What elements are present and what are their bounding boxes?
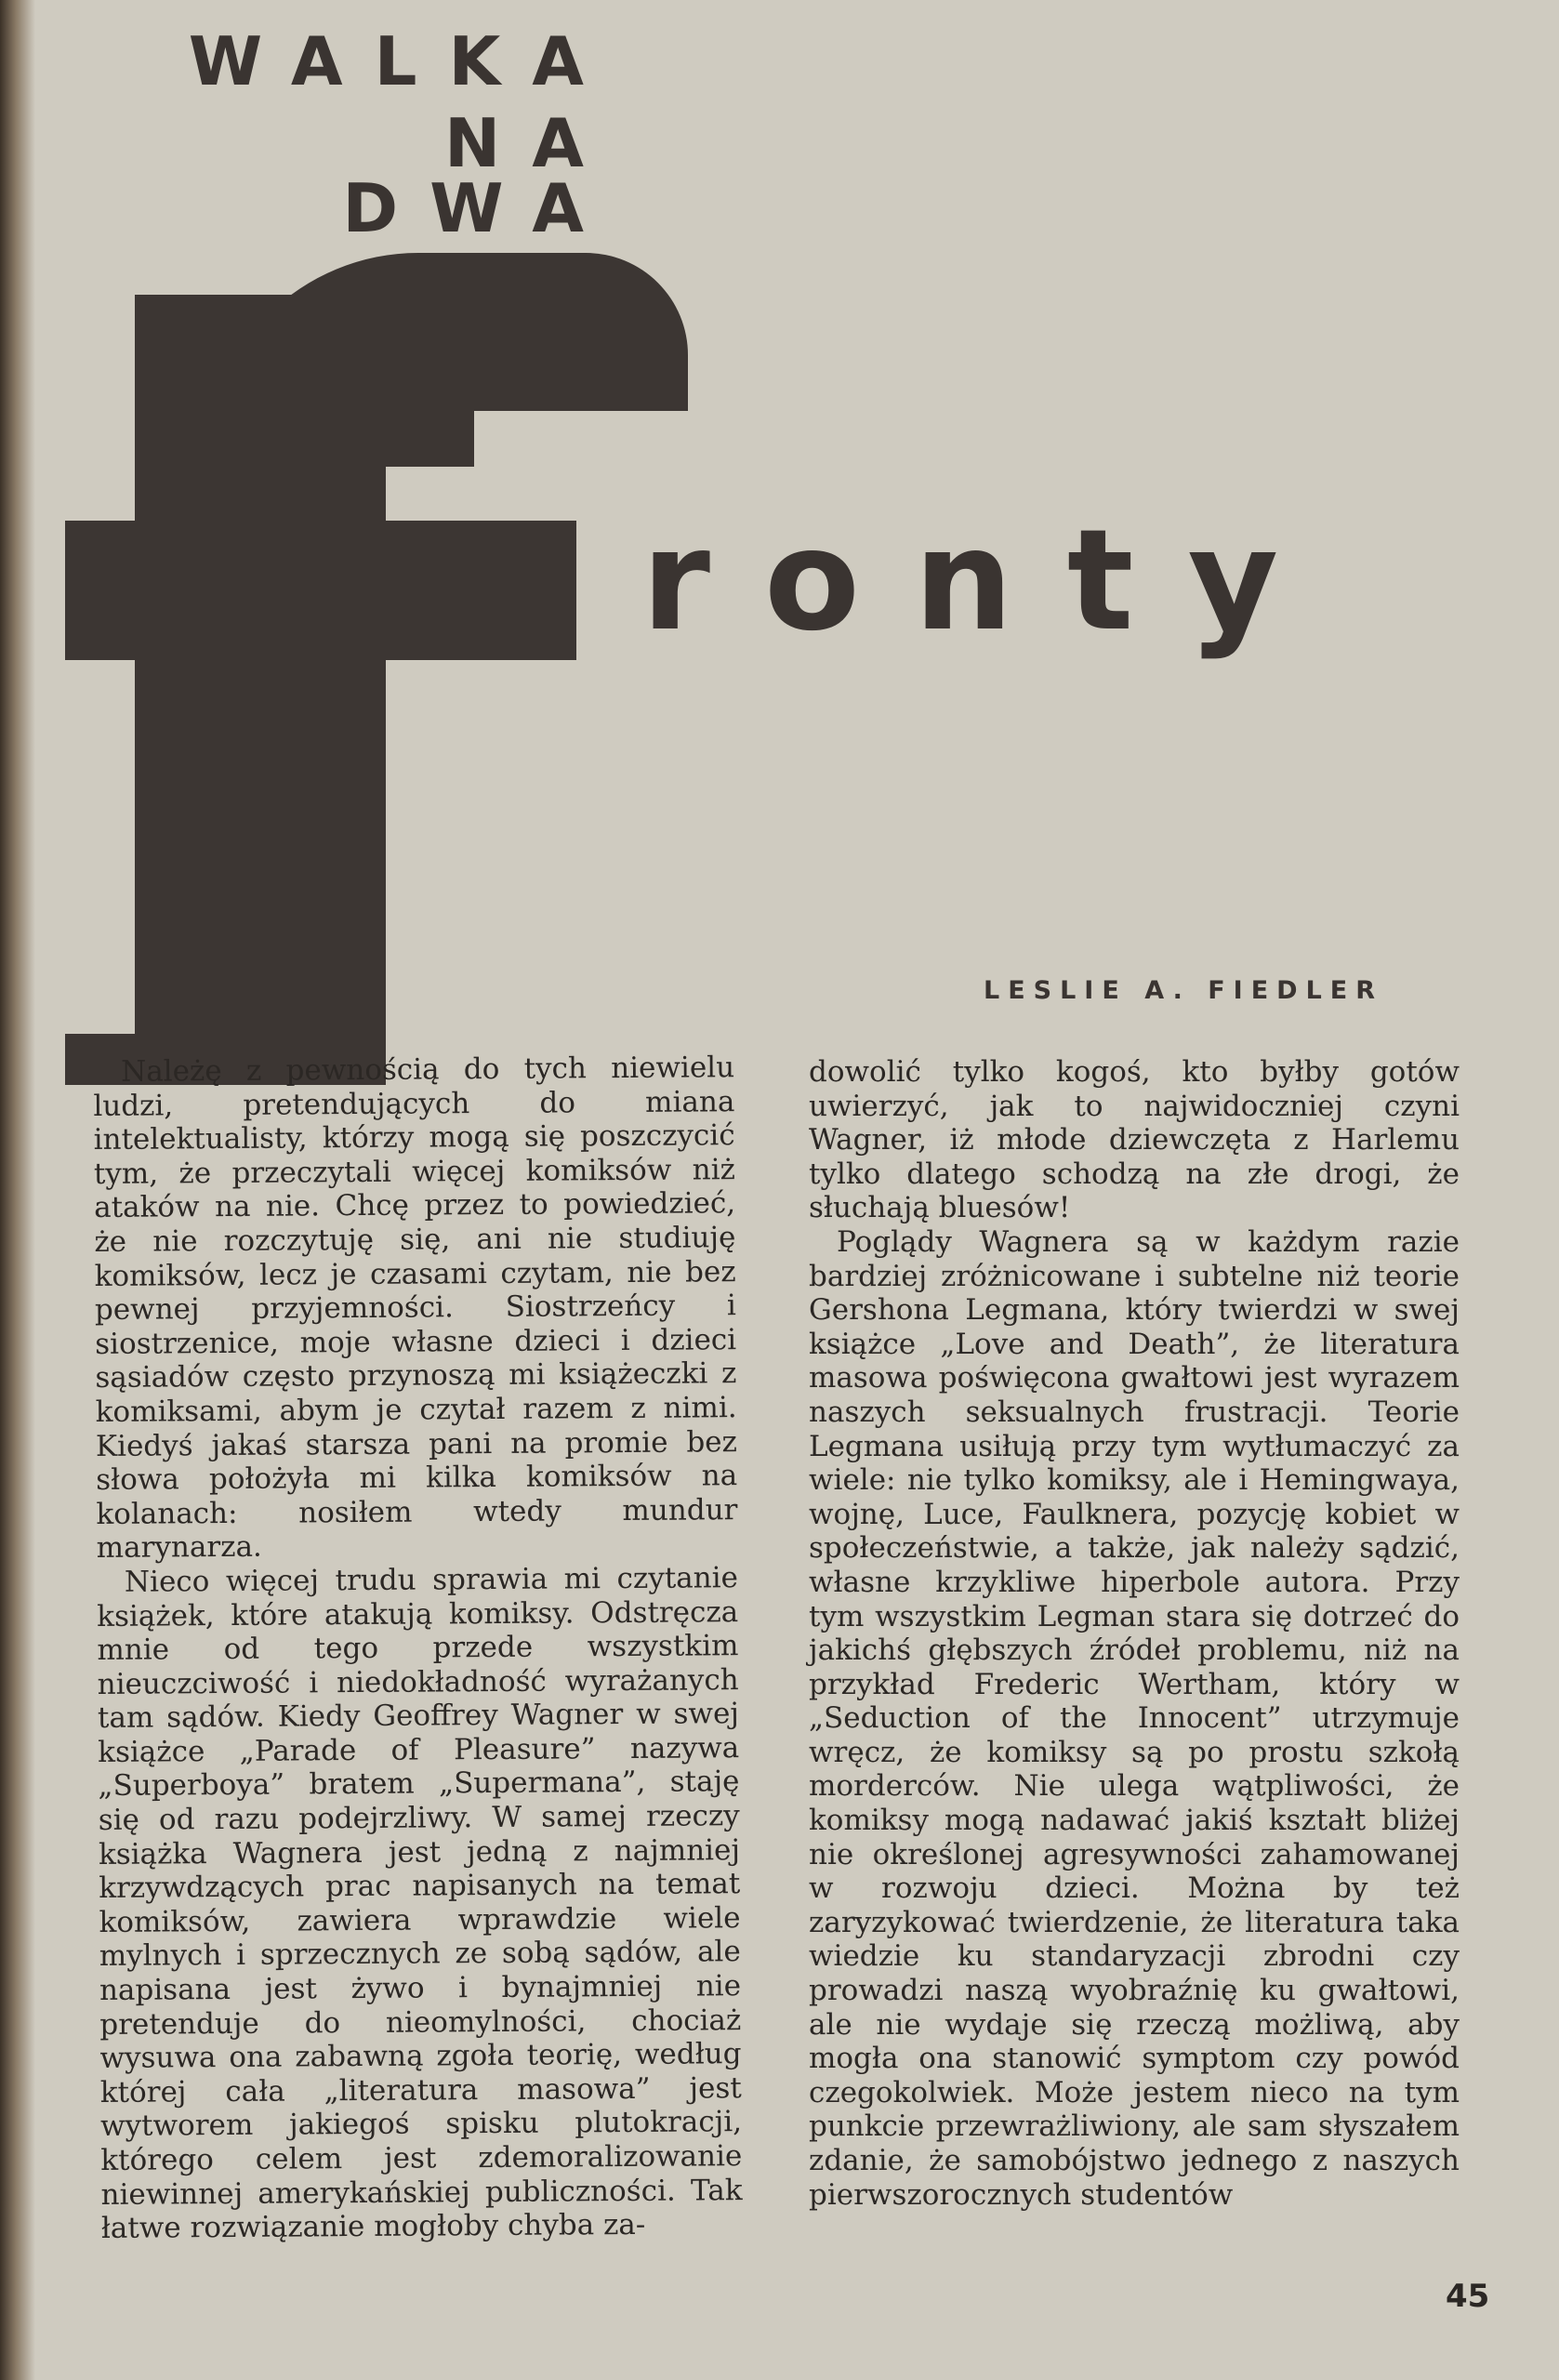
- paragraph-continued: dowolić tylko kogoś, kto byłby gotów uwierzyć, jak to najwidoczniej czyni Wagner, iż młode dziewczęta z Harlemu tylko dlatego schodzą na złe drogi, że słuchają bluesów!: [809, 1055, 1460, 1225]
- article-column-left: [93, 1051, 743, 2246]
- title-line-2: NA: [444, 104, 615, 182]
- paragraph: Poglądy Wagnera są w każdym razie bardziej zróżnicowane i subtelne niż teorie Gershona Legmana, który twierdzi w swej książce „Love and Death”, że literatura masowa poświęcona gwałtowi jest wyrazem naszych seksualnych frustracji. Teorie Legmana usiłują przy tym wytłumaczyć za wiele: nie tylko komiksy, ale i Hemingwaya, wojnę, Luce, Faulknera, pozycję kobiet w społeczeństwie, a także, jak należy sądzić, własne krzykliwe hiperbole autora. Przy tym wszystkim Legman stara się dotrzeć do jakichś głębszych źródeł problemu, niż na przykład Frederic Wertham, który w „Seduction of the Innocent” utrzymuje wręcz, że komiksy są po prostu szkołą morderców. Nie ulega wątpliwości, że komiksy mogą nadawać jakiś kształt bliżej nie określonej agresywności zahamowanej w rozwoju dzieci. Można by też zaryzykować twierdzenie, że literatura taka wiedzie ku standaryzacji zbrodni czy prowadzi naszą wyobraźnię ku gwałtowi, ale nie wydaje się rzeczą możliwą, aby mogła ona stanowić symptom czy powód czegokolwiek. Może jestem nieco na tym punkcie przewrażliwiony, ale sam słyszałem zdanie, że samobójstwo jednego z naszych pierwszorocznych studentów: [809, 1224, 1460, 2212]
- page-number: 45: [1446, 2278, 1490, 2315]
- article-column-right: [809, 1055, 1460, 2212]
- title-line-1: WALKA: [188, 22, 615, 100]
- author-byline: LESLIE A. FIEDLER: [984, 976, 1384, 1005]
- paragraph: Należę z pewnością do tych niewielu ludzi, pretendujących do miana intelektualisty, którzy mogą się poszczycić tym, że przeczytali więcej komiksów niż ataków na nie. Chcę przez to powiedzieć, że nie rozczytuję się, ani nie studiuję komiksów, lecz je czasami czytam, nie bez pewnej przyjemności. Siostrzeńcy i siostrzenice, moje własne dzieci i dzieci sąsiadów często przynoszą mi książeczki z komiksami, abym je czytał razem z nimi. Kiedyś jakaś starsza pani na promie bez słowa położyła mi kilka komiksów na kolanach: nosiłem wtedy mundur marynarza.: [93, 1051, 738, 1566]
- f-crossbar-shape: [65, 521, 576, 660]
- title-line-3: DWA: [342, 169, 615, 247]
- paragraph: Nieco więcej trudu sprawia mi czytanie książek, które atakują komiksy. Odstręcza mnie od tego przede wszystkim nieuczciwość i niedokładność wyrażanych tam sądów. Kiedy Geoffrey Wagner w swej książce „Parade of Pleasure” nazywa „Superboya” bratem „Supermana”, staję się od razu podejrzliwy. W samej rzeczy książka Wagnera jest jedną z najmniej krzywdzących prac napisanych na temat komiksów, zawiera wprawdzie wiele mylnych i sprzecznych ze sobą sądów, ale napisana jest żywo i bynajmniej nie pretenduje do nieomylności, chociaż wysuwa ona zabawną zgoła teorię, według której cała „literatura masowa” jest wytworem jakiegoś spisku plutokracji, którego celem jest zdemoralizowanie niewinnej amerykańskiej publiczności. Tak łatwe rozwiązanie mogłoby chyba za-: [97, 1561, 743, 2246]
- page-gutter-shadow: [0, 0, 35, 2380]
- f-stem-shape: [135, 295, 386, 1085]
- title-word-ronty: ronty: [641, 500, 1333, 662]
- f-hood-cutout: [474, 411, 697, 495]
